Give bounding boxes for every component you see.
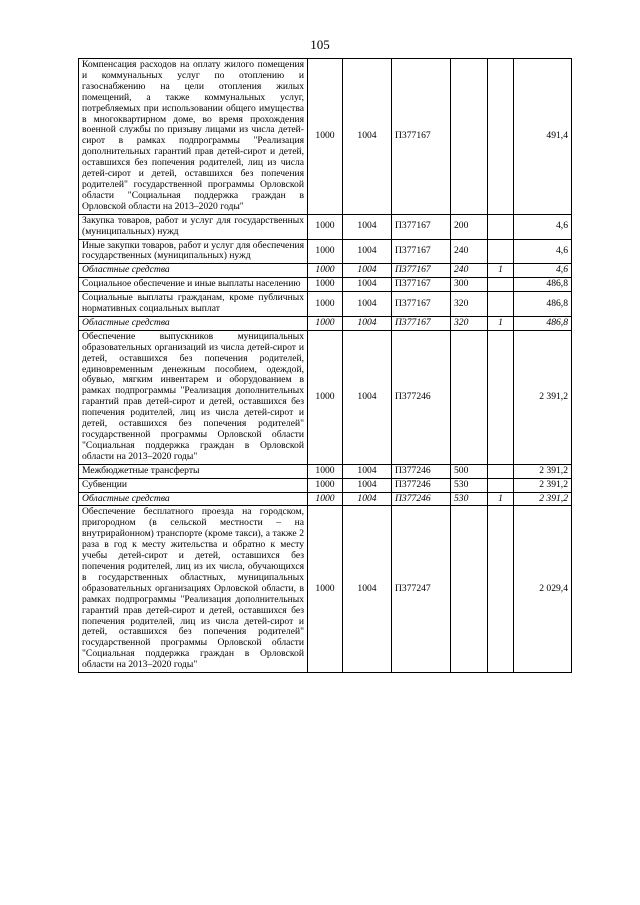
funding-source-cell [488, 214, 514, 239]
subsection-code-cell: 1004 [343, 316, 392, 330]
amount-cell: 4,6 [514, 264, 572, 278]
table-row [79, 239, 572, 264]
section-code-cell: 1000 [308, 292, 343, 317]
section-code-cell: 1000 [308, 478, 343, 492]
expense-type-cell [451, 330, 488, 464]
row-name-cell: Социальные выплаты гражданам, кроме публичных нормативных социальных выплат [79, 292, 308, 317]
funding-source-cell: 1 [488, 264, 514, 278]
subsection-code-cell: 1004 [343, 292, 392, 317]
subsection-code-cell: 1004 [343, 464, 392, 478]
subsection-code-cell: 1004 [343, 506, 392, 673]
table-row [79, 214, 572, 239]
target-article-cell: П377167 [392, 292, 451, 317]
funding-source-cell [488, 278, 514, 292]
amount-cell: 2 391,2 [514, 330, 572, 464]
section-code-cell: 1000 [308, 59, 343, 215]
table-row [79, 264, 572, 278]
target-article-cell: П377247 [392, 506, 451, 673]
section-code-cell: 1000 [308, 330, 343, 464]
expense-type-cell: 320 [451, 292, 488, 317]
budget-table [78, 58, 572, 673]
target-article-cell: П377167 [392, 316, 451, 330]
funding-source-cell [488, 292, 514, 317]
expense-type-cell [451, 506, 488, 673]
expense-type-cell: 530 [451, 478, 488, 492]
table-row [79, 330, 572, 464]
section-code-cell: 1000 [308, 316, 343, 330]
subsection-code-cell: 1004 [343, 330, 392, 464]
subsection-code-cell: 1004 [343, 278, 392, 292]
funding-source-cell [488, 59, 514, 215]
target-article-cell: П377246 [392, 330, 451, 464]
subsection-code-cell: 1004 [343, 214, 392, 239]
row-name-cell: Областные средства [79, 264, 308, 278]
subsection-code-cell: 1004 [343, 478, 392, 492]
row-name-cell: Социальное обеспечение и иные выплаты населению [79, 278, 308, 292]
table-body [79, 59, 572, 673]
expense-type-cell: 200 [451, 214, 488, 239]
page-number: 105 [310, 37, 330, 52]
section-code-cell: 1000 [308, 214, 343, 239]
row-name-cell: Обеспечение выпускников муниципальных образовательных организаций из числа детей-сирот и детей, оставшихся без попечения родителей, единовременным денежным пособием, одеждой, обувью, мягким инвентарем и оборудованием в рамках подпрограммы "Реализация дополнительных гарантий прав детей-сирот и детей, оставшихся без попечения родителей, лиц из числа детей-сирот и детей, оставшихся без попечения родителей" государственной программы Орловской области "Социальная поддержка граждан в Орловской области на 2013–2020 годы" [79, 330, 308, 464]
expense-type-cell: 300 [451, 278, 488, 292]
funding-source-cell [488, 506, 514, 673]
funding-source-cell [488, 330, 514, 464]
target-article-cell: П377167 [392, 239, 451, 264]
table-row [79, 478, 572, 492]
section-code-cell: 1000 [308, 264, 343, 278]
amount-cell: 4,6 [514, 239, 572, 264]
amount-cell: 2 391,2 [514, 478, 572, 492]
section-code-cell: 1000 [308, 278, 343, 292]
row-name-cell: Обеспечение бесплатного проезда на городском, пригородном (в сельской местности – на внутрирайонном) транспорте (кроме такси), а также 2 раза в год к месту жительства и обратно к месту учебы детей-сирот и детей, оставшихся без попечения родителей, лиц из их числа, обучающихся в государственных областных, муниципальных образовательных организациях Орловской области, в рамках подпрограммы "Реализация дополнительных гарантий прав детей-сирот и детей, оставшихся без попечения родителей, лиц из числа детей-сирот и детей, оставшихся без попечения родителей" государственной программы Орловской области "Социальная поддержка граждан в Орловской области на 2013–2020 годы" [79, 506, 308, 673]
funding-source-cell: 1 [488, 492, 514, 506]
row-name-cell: Межбюджетные трансферты [79, 464, 308, 478]
target-article-cell: П377167 [392, 278, 451, 292]
target-article-cell: П377246 [392, 478, 451, 492]
table-row [79, 278, 572, 292]
amount-cell: 2 029,4 [514, 506, 572, 673]
amount-cell: 486,8 [514, 278, 572, 292]
funding-source-cell [488, 464, 514, 478]
funding-source-cell [488, 239, 514, 264]
target-article-cell: П377167 [392, 214, 451, 239]
section-code-cell: 1000 [308, 492, 343, 506]
target-article-cell: П377167 [392, 59, 451, 215]
amount-cell: 491,4 [514, 59, 572, 215]
target-article-cell: П377246 [392, 464, 451, 478]
section-code-cell: 1000 [308, 464, 343, 478]
amount-cell: 486,8 [514, 316, 572, 330]
expense-type-cell: 320 [451, 316, 488, 330]
target-article-cell: П377246 [392, 492, 451, 506]
funding-source-cell: 1 [488, 316, 514, 330]
table-row [79, 59, 572, 215]
expense-type-cell: 240 [451, 239, 488, 264]
expense-type-cell: 530 [451, 492, 488, 506]
subsection-code-cell: 1004 [343, 239, 392, 264]
table-row [79, 506, 572, 673]
amount-cell: 4,6 [514, 214, 572, 239]
amount-cell: 2 391,2 [514, 492, 572, 506]
amount-cell: 486,8 [514, 292, 572, 317]
row-name-cell: Компенсация расходов на оплату жилого помещения и коммунальных услуг по отоплению и газоснабжению на цели отопления жилых помещений, а также коммунальных услуг, потребляемых при использовании общего имущества в многоквартирном доме, во время прохождения военной службы по призыву лицами из числа детей-сирот в рамках подпрограммы "Реализация дополнительных гарантий прав детей-сирот и детей, оставшихся без попечения родителей, лиц из числа детей-сирот и детей, оставшихся без попечения родителей" государственной программы Орловской области "Социальная поддержка граждан в Орловской области на 2013–2020 годы" [79, 59, 308, 215]
expense-type-cell: 240 [451, 264, 488, 278]
table-row [79, 316, 572, 330]
expense-type-cell: 500 [451, 464, 488, 478]
table-row [79, 492, 572, 506]
target-article-cell: П377167 [392, 264, 451, 278]
row-name-cell: Иные закупки товаров, работ и услуг для обеспечения государственных (муниципальных) нужд [79, 239, 308, 264]
subsection-code-cell: 1004 [343, 264, 392, 278]
amount-cell: 2 391,2 [514, 464, 572, 478]
table-row [79, 464, 572, 478]
table-row [79, 292, 572, 317]
row-name-cell: Субвенции [79, 478, 308, 492]
subsection-code-cell: 1004 [343, 492, 392, 506]
subsection-code-cell: 1004 [343, 59, 392, 215]
row-name-cell: Областные средства [79, 492, 308, 506]
row-name-cell: Закупка товаров, работ и услуг для государственных (муниципальных) нужд [79, 214, 308, 239]
section-code-cell: 1000 [308, 506, 343, 673]
funding-source-cell [488, 478, 514, 492]
section-code-cell: 1000 [308, 239, 343, 264]
row-name-cell: Областные средства [79, 316, 308, 330]
expense-type-cell [451, 59, 488, 215]
